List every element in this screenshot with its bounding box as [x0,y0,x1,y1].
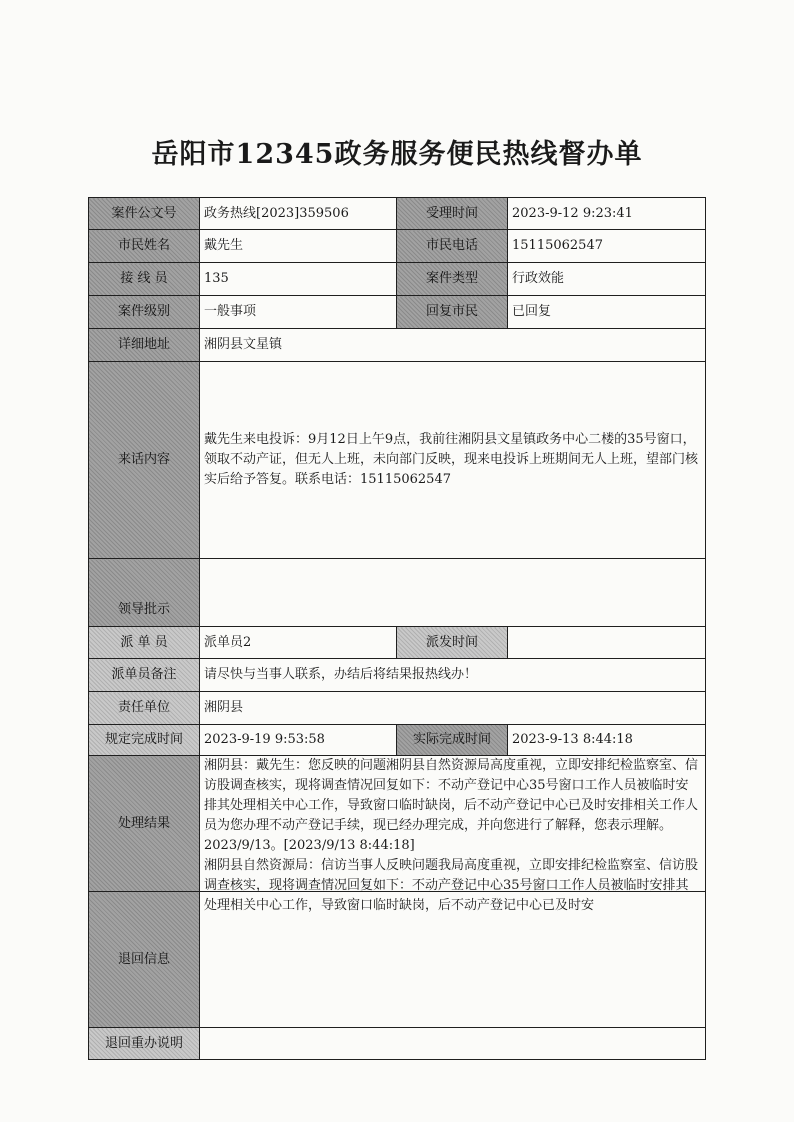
deadline-label: 规定完成时间 [89,725,200,756]
citizen-phone-value: 15115062547 [508,230,706,263]
result-cell [200,756,706,913]
row-case-level [89,296,706,329]
actual-complete-label: 实际完成时间 [397,725,508,756]
case-no-value: 政务热线[2023]359506 [200,198,397,230]
row-return-redo [89,1028,706,1060]
return-info-label: 退回信息 [89,892,200,1028]
dispatcher-label: 派 单 员 [89,627,200,659]
dispatcher-note-value: 请尽快与当事人联系，办结后将结果报热线办！ [200,659,706,692]
row-deadline [89,725,706,756]
row-result [89,756,706,892]
row-dispatcher-note [89,659,706,692]
result-value-2: 湘阴县自然资源局：信访当事人反映问题我局高度重视，立即安排纪检监察室、信访股调查核实，现将调查情况回复如下：不动产登记中心35号窗口工作人员被临时安排其处理相关中心工作，导致窗口临时缺岗，后不动产登记中心已及时安 [204,858,699,913]
page-title: 岳阳市12345政务服务便民热线督办单 [151,139,643,170]
row-dispatcher [89,627,706,659]
leader-instruction-value [200,559,706,627]
dispatcher-value: 派单员2 [200,627,397,659]
row-case-no [89,198,706,230]
row-address [89,329,706,362]
leader-instruction-label: 领导批示 [89,559,200,627]
supervision-form [88,197,706,1060]
return-redo-label: 退回重办说明 [89,1028,200,1060]
citizen-phone-label: 市民电话 [397,230,508,263]
operator-label: 接 线 员 [89,263,200,296]
reply-citizen-label: 回复市民 [397,296,508,329]
address-value: 湘阴县文星镇 [200,329,706,362]
result-text [204,756,701,913]
operator-value: 135 [200,263,397,296]
responsible-unit-label: 责任单位 [89,692,200,725]
accept-time-value: 2023-9-12 9:23:41 [508,198,706,230]
citizen-name-value: 戴先生 [200,230,397,263]
return-redo-value [200,1028,706,1060]
reply-citizen-value: 已回复 [508,296,706,329]
row-responsible-unit [89,692,706,725]
address-label: 详细地址 [89,329,200,362]
responsible-unit-value: 湘阴县 [200,692,706,725]
row-leader-instruction [89,559,706,627]
case-type-label: 案件类型 [397,263,508,296]
row-operator [89,263,706,296]
row-call-content [89,362,706,559]
dispatch-time-label: 派发时间 [397,627,508,659]
result-label: 处理结果 [89,756,200,892]
case-type-value: 行政效能 [508,263,706,296]
case-level-value: 一般事项 [200,296,397,329]
call-content-label: 来话内容 [89,362,200,559]
result-value: 湘阴县：戴先生：您反映的问题湘阴县自然资源局高度重视，立即安排纪检监察室、信访股调查核实，现将调查情况回复如下：不动产登记中心35号窗口工作人员被临时安排其处理相关中心工作，导致窗口临时缺岗，后不动产登记中心已及时安排相关工作人员为您办理不动产登记手续，现已经办理完成，并向您进行了解释，您表示理解。2023/9/13。[2023/9/13 8:44:18] [204,758,699,853]
actual-complete-value: 2023-9-13 8:44:18 [508,725,706,756]
deadline-value: 2023-9-19 9:53:58 [200,725,397,756]
row-citizen [89,230,706,263]
case-level-label: 案件级别 [89,296,200,329]
dispatch-time-value [508,627,706,659]
citizen-name-label: 市民姓名 [89,230,200,263]
call-content-value: 戴先生来电投诉：9月12日上午9点，我前往湘阴县文星镇政务中心二楼的35号窗口，领取不动产证，但无人上班，未向部门反映，现来电投诉上班期间无人上班，望部门核实后给予答复。联系电话：15115062547 [200,362,706,559]
accept-time-label: 受理时间 [397,198,508,230]
dispatcher-note-label: 派单员备注 [89,659,200,692]
case-no-label: 案件公文号 [89,198,200,230]
